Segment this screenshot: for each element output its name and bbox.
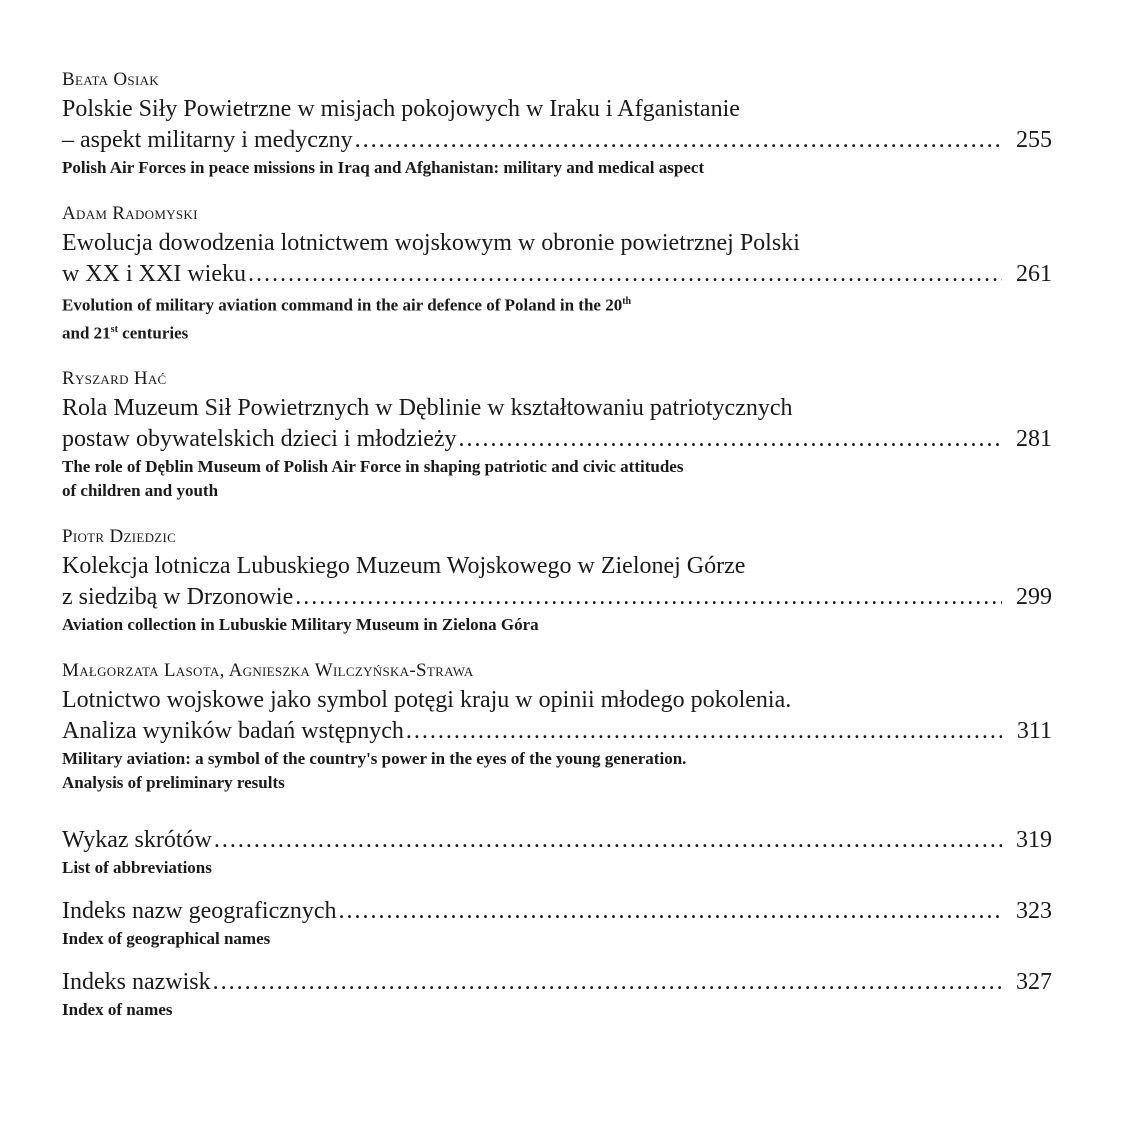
entry-title: Indeks nazw geograficznych: [62, 898, 337, 925]
entry-title-leader: [62, 582, 1052, 613]
table-of-contents: [62, 68, 1052, 1038]
toc-entry: [62, 202, 1052, 345]
entry-title-leader: [62, 967, 1052, 998]
entry-author: Małgorzata Lasota, Agnieszka Wilczyńska-Strawa: [62, 660, 474, 682]
toc-back-matter-entry: [62, 896, 1052, 951]
entry-translation: Polish Air Forces in peace missions in Iraq and Afghanistan: military and medical aspect: [62, 158, 705, 177]
entry-translation: The role of Dęblin Museum of Polish Air Force in shaping patriotic and civic attitudes: [62, 457, 684, 477]
entry-title-leader: [62, 825, 1052, 856]
entry-title-last: – aspekt militarny i medyczny: [62, 127, 353, 153]
entry-title-last: z siedzibą w Drzonowie: [62, 584, 294, 611]
entry-translation: and 21st centuries: [62, 323, 189, 343]
entry-translation: of children and youth: [62, 481, 219, 501]
dot-leader: [355, 125, 1002, 156]
page-number: 255: [1016, 127, 1052, 153]
entry-title-last: w XX i XXI wieku: [62, 261, 246, 287]
entry-title: Wykaz skrótów: [62, 827, 212, 854]
entry-title: Indeks nazwisk: [62, 969, 211, 996]
page-number: 299: [1016, 584, 1052, 611]
entry-title-line: Polskie Siły Powietrzne w misjach pokojowych w Iraku i Afganistanie: [62, 96, 740, 122]
entry-title-leader: [62, 125, 1052, 156]
dot-leader: [406, 716, 1002, 747]
toc-entry: [62, 659, 1052, 795]
dot-leader: [339, 896, 1002, 927]
entry-title-line: Kolekcja lotnicza Lubuskiego Muzeum Wojskowego w Zielonej Górze: [62, 553, 746, 580]
entry-translation: Index of geographical names: [62, 929, 271, 949]
toc-back-matter-entry: [62, 967, 1052, 1022]
entry-author: Piotr Dziedzic: [62, 526, 177, 548]
entry-title-line: Rola Muzeum Sił Powietrznych w Dęblinie w kształtowaniu patriotycznych: [62, 395, 793, 422]
entry-title-leader: [62, 424, 1052, 455]
entry-title-leader: [62, 896, 1052, 927]
entry-translation: Evolution of military aviation command in the air defence of Poland in the 20th: [62, 295, 632, 315]
entry-title-leader: [62, 716, 1052, 747]
dot-leader: [213, 967, 1002, 998]
page-number: 327: [1016, 969, 1052, 996]
entry-title-leader: [62, 259, 1052, 290]
entry-title-last: postaw obywatelskich dzieci i młodzieży: [62, 426, 457, 453]
page-number: 281: [1016, 426, 1052, 453]
entry-author: Ryszard Hać: [62, 368, 167, 390]
page-number: 261: [1016, 261, 1052, 287]
toc-entry: [62, 367, 1052, 503]
entry-title-last: Analiza wyników badań wstępnych: [62, 718, 404, 745]
entry-title-line: Ewolucja dowodzenia lotnictwem wojskowym w obronie powietrznej Polski: [62, 230, 800, 256]
dot-leader: [214, 825, 1002, 856]
entry-translation: Index of names: [62, 1000, 173, 1020]
page-number: 319: [1016, 827, 1052, 854]
entry-author: Beata Osiak: [62, 69, 159, 90]
dot-leader: [459, 424, 1002, 455]
dot-leader: [248, 259, 1002, 290]
entry-translation: List of abbreviations: [62, 858, 212, 878]
page-number: 311: [1016, 718, 1052, 745]
entry-author: Adam Radomyski: [62, 203, 198, 224]
entry-translation: Aviation collection in Lubuskie Military Museum in Zielona Góra: [62, 615, 539, 635]
entry-title-line: Lotnictwo wojskowe jako symbol potęgi kraju w opinii młodego pokolenia.: [62, 687, 792, 714]
entry-translation: Analysis of preliminary results: [62, 773, 285, 793]
page-number: 323: [1016, 898, 1052, 925]
toc-entry: [62, 525, 1052, 637]
toc-entry: [62, 68, 1052, 180]
dot-leader: [295, 582, 1002, 613]
entry-translation: Military aviation: a symbol of the country's power in the eyes of the young generation.: [62, 749, 687, 769]
toc-back-matter-entry: [62, 825, 1052, 880]
